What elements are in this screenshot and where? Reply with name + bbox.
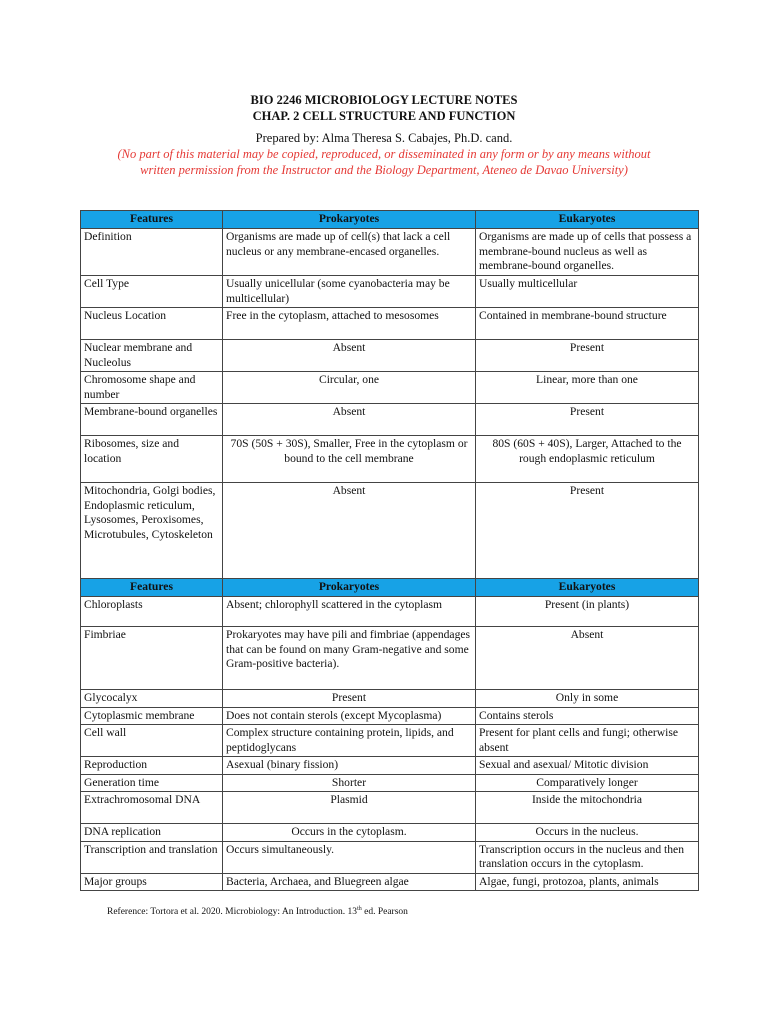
prokaryotes-cell: Occurs in the cytoplasm.: [223, 824, 476, 842]
prokaryotes-cell: Absent: [223, 340, 476, 372]
feature-cell: Membrane-bound organelles: [81, 404, 223, 436]
table-row: [81, 757, 699, 775]
prokaryotes-cell: Prokaryotes may have pili and fimbriae (appendages that can be found on many Gram-negative and some Gram-positive bacteria).: [223, 627, 476, 690]
table-row: [81, 372, 699, 404]
eukaryotes-cell: Present (in plants): [476, 597, 699, 627]
header-prokaryotes: Prokaryotes: [223, 579, 476, 597]
table-row: [81, 404, 699, 436]
feature-cell: Cell Type: [81, 276, 223, 308]
prokaryotes-cell: Organisms are made up of cell(s) that lack a cell nucleus or any membrane-encased organelles.: [223, 229, 476, 276]
feature-cell: Nucleus Location: [81, 308, 223, 340]
prokaryotes-cell: Absent: [223, 483, 476, 579]
feature-cell: Glycocalyx: [81, 690, 223, 708]
header-eukaryotes: Eukaryotes: [476, 211, 699, 229]
table-row: [81, 483, 699, 579]
table-row: [81, 707, 699, 725]
eukaryotes-cell: Comparatively longer: [476, 774, 699, 792]
feature-cell: DNA replication: [81, 824, 223, 842]
reference-note: [107, 906, 408, 917]
prokaryotes-cell: Complex structure containing protein, lipids, and peptidoglycans: [223, 725, 476, 757]
feature-cell: Reproduction: [81, 757, 223, 775]
feature-cell: Definition: [81, 229, 223, 276]
prokaryotes-cell: Does not contain sterols (except Mycoplasma): [223, 707, 476, 725]
table-header-row: [81, 211, 699, 229]
eukaryotes-cell: Present: [476, 404, 699, 436]
table-row: [81, 690, 699, 708]
eukaryotes-cell: Algae, fungi, protozoa, plants, animals: [476, 873, 699, 891]
prokaryotes-cell: Asexual (binary fission): [223, 757, 476, 775]
prepared-by: Prepared by: Alma Theresa S. Cabajes, Ph.D. cand.: [255, 131, 513, 145]
table-row: [81, 774, 699, 792]
prokaryotes-cell: Usually unicellular (some cyanobacteria may be multicellular): [223, 276, 476, 308]
comparison-table: [80, 210, 699, 891]
eukaryotes-cell: Occurs in the nucleus.: [476, 824, 699, 842]
prokaryotes-cell: Plasmid: [223, 792, 476, 824]
prokaryotes-cell: Absent; chlorophyll scattered in the cytoplasm: [223, 597, 476, 627]
eukaryotes-cell: Organisms are made up of cells that possess a membrane-bound nucleus as well as membrane-bound organelles.: [476, 229, 699, 276]
reference-text: Reference: Tortora et al. 2020. Microbiology: An Introduction. 13: [107, 907, 358, 918]
document-header: [0, 92, 768, 178]
reference-text-end: ed. Pearson: [361, 907, 408, 918]
table-row: [81, 340, 699, 372]
document-title-line2: CHAP. 2 CELL STRUCTURE AND FUNCTION: [252, 109, 516, 123]
copyright-notice-line2: written permission from the Instructor and the Biology Department, Ateneo de Davao University): [140, 163, 628, 177]
table-row: [81, 308, 699, 340]
eukaryotes-cell: Sexual and asexual/ Mitotic division: [476, 757, 699, 775]
feature-cell: Generation time: [81, 774, 223, 792]
feature-cell: Chloroplasts: [81, 597, 223, 627]
eukaryotes-cell: Usually multicellular: [476, 276, 699, 308]
feature-cell: Cytoplasmic membrane: [81, 707, 223, 725]
document-title-line1: BIO 2246 MICROBIOLOGY LECTURE NOTES: [250, 93, 518, 107]
header-prokaryotes: Prokaryotes: [223, 211, 476, 229]
prokaryotes-cell: Free in the cytoplasm, attached to mesosomes: [223, 308, 476, 340]
table-header-row: [81, 579, 699, 597]
feature-cell: Cell wall: [81, 725, 223, 757]
eukaryotes-cell: Inside the mitochondria: [476, 792, 699, 824]
table-row: [81, 597, 699, 627]
feature-cell: Nuclear membrane and Nucleolus: [81, 340, 223, 372]
prokaryotes-cell: Occurs simultaneously.: [223, 841, 476, 873]
table-row: [81, 725, 699, 757]
feature-cell: Chromosome shape and number: [81, 372, 223, 404]
eukaryotes-cell: Present: [476, 483, 699, 579]
table-row: [81, 841, 699, 873]
table-row: [81, 276, 699, 308]
copyright-notice-line1: (No part of this material may be copied, reproduced, or disseminated in any form or by any means without: [117, 147, 651, 161]
prokaryotes-cell: Absent: [223, 404, 476, 436]
eukaryotes-cell: 80S (60S + 40S), Larger, Attached to the rough endoplasmic reticulum: [476, 436, 699, 483]
feature-cell: Extrachromosomal DNA: [81, 792, 223, 824]
eukaryotes-cell: Linear, more than one: [476, 372, 699, 404]
reference-superscript: th: [357, 906, 362, 912]
feature-cell: Ribosomes, size and location: [81, 436, 223, 483]
eukaryotes-cell: Transcription occurs in the nucleus and then translation occurs in the cytoplasm.: [476, 841, 699, 873]
prokaryotes-cell: Shorter: [223, 774, 476, 792]
prokaryotes-cell: 70S (50S + 30S), Smaller, Free in the cytoplasm or bound to the cell membrane: [223, 436, 476, 483]
prokaryotes-cell: Bacteria, Archaea, and Bluegreen algae: [223, 873, 476, 891]
header-eukaryotes: Eukaryotes: [476, 579, 699, 597]
eukaryotes-cell: Contained in membrane-bound structure: [476, 308, 699, 340]
table-row: [81, 436, 699, 483]
feature-cell: Major groups: [81, 873, 223, 891]
eukaryotes-cell: Present: [476, 340, 699, 372]
feature-cell: Transcription and translation: [81, 841, 223, 873]
eukaryotes-cell: Present for plant cells and fungi; otherwise absent: [476, 725, 699, 757]
table-row: [81, 627, 699, 690]
table-row: [81, 824, 699, 842]
table-row: [81, 792, 699, 824]
eukaryotes-cell: Absent: [476, 627, 699, 690]
table-row: [81, 873, 699, 891]
eukaryotes-cell: Only in some: [476, 690, 699, 708]
prokaryotes-cell: Present: [223, 690, 476, 708]
table-row: [81, 229, 699, 276]
header-features: Features: [81, 579, 223, 597]
eukaryotes-cell: Contains sterols: [476, 707, 699, 725]
feature-cell: Fimbriae: [81, 627, 223, 690]
prokaryotes-cell: Circular, one: [223, 372, 476, 404]
feature-cell: Mitochondria, Golgi bodies, Endoplasmic reticulum, Lysosomes, Peroxisomes, Microtubules, Cytoskeleton: [81, 483, 223, 579]
header-features: Features: [81, 211, 223, 229]
